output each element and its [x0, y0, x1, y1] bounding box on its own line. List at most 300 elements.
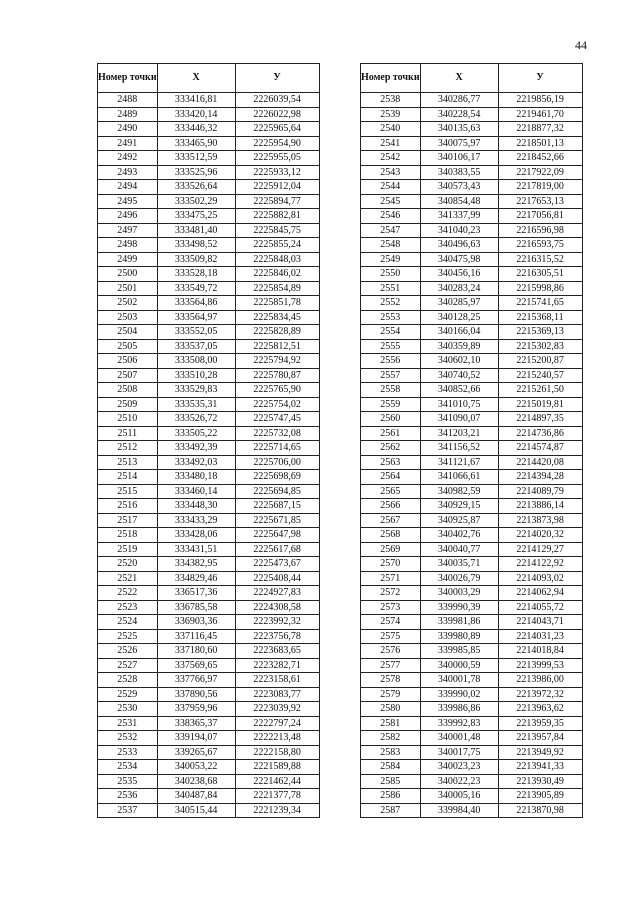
table-row — [98, 426, 320, 441]
y-coordinate-cell: 2214018,84 — [498, 644, 582, 659]
y-coordinate-cell: 2213949,92 — [498, 745, 582, 760]
y-coordinate-cell: 2225747,45 — [235, 412, 319, 427]
x-coordinate-cell: 333564,97 — [157, 310, 235, 325]
y-coordinate-cell: 2223083,77 — [235, 687, 319, 702]
point-number-cell: 2584 — [361, 760, 421, 775]
table-row — [361, 325, 583, 340]
point-number-cell: 2518 — [98, 528, 158, 543]
x-coordinate-cell: 339265,67 — [157, 745, 235, 760]
table-row — [361, 354, 583, 369]
y-coordinate-cell: 2225848,03 — [235, 252, 319, 267]
y-coordinate-cell: 2225687,15 — [235, 499, 319, 514]
table-row — [361, 716, 583, 731]
y-coordinate-cell: 2213963,62 — [498, 702, 582, 717]
table-row — [98, 571, 320, 586]
y-coordinate-cell: 2215302,83 — [498, 339, 582, 354]
point-number-cell: 2559 — [361, 397, 421, 412]
x-coordinate-cell: 340003,29 — [420, 586, 498, 601]
table-row — [361, 528, 583, 543]
point-number-cell: 2583 — [361, 745, 421, 760]
y-coordinate-cell: 2225851,78 — [235, 296, 319, 311]
y-coordinate-cell: 2225828,89 — [235, 325, 319, 340]
table-row — [98, 194, 320, 209]
point-number-cell: 2565 — [361, 484, 421, 499]
x-coordinate-cell: 340135,63 — [420, 122, 498, 137]
y-coordinate-cell: 2225473,67 — [235, 557, 319, 572]
x-coordinate-cell: 340487,84 — [157, 789, 235, 804]
table-row — [98, 180, 320, 195]
y-coordinate-cell: 2213886,14 — [498, 499, 582, 514]
table-row — [361, 397, 583, 412]
y-coordinate-cell: 2215200,87 — [498, 354, 582, 369]
point-number-cell: 2505 — [98, 339, 158, 354]
table-row — [361, 107, 583, 122]
y-coordinate-cell: 2223282,71 — [235, 658, 319, 673]
x-coordinate-cell: 336785,58 — [157, 600, 235, 615]
point-number-cell: 2554 — [361, 325, 421, 340]
y-coordinate-cell: 2225912,04 — [235, 180, 319, 195]
y-coordinate-cell: 2225794,92 — [235, 354, 319, 369]
table-row — [361, 600, 583, 615]
y-coordinate-cell: 2225671,85 — [235, 513, 319, 528]
point-number-cell: 2570 — [361, 557, 421, 572]
x-coordinate-cell: 340040,77 — [420, 542, 498, 557]
point-number-cell: 2511 — [98, 426, 158, 441]
y-coordinate-cell: 2225834,45 — [235, 310, 319, 325]
x-coordinate-cell: 341040,23 — [420, 223, 498, 238]
point-number-cell: 2534 — [98, 760, 158, 775]
point-number-cell: 2557 — [361, 368, 421, 383]
x-coordinate-cell: 341090,07 — [420, 412, 498, 427]
x-coordinate-cell: 340017,75 — [420, 745, 498, 760]
table-row — [98, 716, 320, 731]
column-header-point: Номер точки — [98, 64, 158, 93]
point-number-cell: 2488 — [98, 93, 158, 108]
table-row — [98, 470, 320, 485]
y-coordinate-cell: 2215369,13 — [498, 325, 582, 340]
y-coordinate-cell: 2218452,66 — [498, 151, 582, 166]
y-coordinate-cell: 2214394,28 — [498, 470, 582, 485]
y-coordinate-cell: 2217922,09 — [498, 165, 582, 180]
column-header-x: X — [157, 64, 235, 93]
y-coordinate-cell: 2216596,98 — [498, 223, 582, 238]
y-coordinate-cell: 2213873,98 — [498, 513, 582, 528]
x-coordinate-cell: 340602,10 — [420, 354, 498, 369]
y-coordinate-cell: 2214093,02 — [498, 571, 582, 586]
y-coordinate-cell: 2223158,61 — [235, 673, 319, 688]
point-number-cell: 2579 — [361, 687, 421, 702]
x-coordinate-cell: 339981,86 — [420, 615, 498, 630]
y-coordinate-cell: 2225933,12 — [235, 165, 319, 180]
point-number-cell: 2519 — [98, 542, 158, 557]
table-row — [361, 93, 583, 108]
table-row — [361, 426, 583, 441]
table-row — [361, 542, 583, 557]
x-coordinate-cell: 333428,06 — [157, 528, 235, 543]
point-number-cell: 2550 — [361, 267, 421, 282]
column-header-point: Номер точки — [361, 64, 421, 93]
point-number-cell: 2568 — [361, 528, 421, 543]
table-row — [361, 745, 583, 760]
x-coordinate-cell: 340573,43 — [420, 180, 498, 195]
point-number-cell: 2523 — [98, 600, 158, 615]
table-row — [98, 513, 320, 528]
column-header-y: У — [498, 64, 582, 93]
x-coordinate-cell: 333498,52 — [157, 238, 235, 253]
point-number-cell: 2501 — [98, 281, 158, 296]
table-row — [98, 267, 320, 282]
point-number-cell: 2540 — [361, 122, 421, 137]
y-coordinate-cell: 2213959,35 — [498, 716, 582, 731]
table-row — [361, 731, 583, 746]
table-row — [98, 412, 320, 427]
table-row — [361, 615, 583, 630]
x-coordinate-cell: 340925,87 — [420, 513, 498, 528]
x-coordinate-cell: 333416,81 — [157, 93, 235, 108]
y-coordinate-cell: 2215368,11 — [498, 310, 582, 325]
point-number-cell: 2529 — [98, 687, 158, 702]
point-number-cell: 2538 — [361, 93, 421, 108]
y-coordinate-cell: 2221377,78 — [235, 789, 319, 804]
point-number-cell: 2578 — [361, 673, 421, 688]
point-number-cell: 2573 — [361, 600, 421, 615]
y-coordinate-cell: 2213986,00 — [498, 673, 582, 688]
y-coordinate-cell: 2214089,79 — [498, 484, 582, 499]
y-coordinate-cell: 2221462,44 — [235, 774, 319, 789]
column-header-x: X — [420, 64, 498, 93]
point-number-cell: 2494 — [98, 180, 158, 195]
point-number-cell: 2537 — [98, 803, 158, 818]
table-row — [98, 122, 320, 137]
y-coordinate-cell: 2225754,02 — [235, 397, 319, 412]
x-coordinate-cell: 340383,55 — [420, 165, 498, 180]
x-coordinate-cell: 340001,78 — [420, 673, 498, 688]
table-row — [361, 702, 583, 717]
table-row — [98, 310, 320, 325]
x-coordinate-cell: 333526,64 — [157, 180, 235, 195]
point-number-cell: 2546 — [361, 209, 421, 224]
x-coordinate-cell: 333537,05 — [157, 339, 235, 354]
point-number-cell: 2580 — [361, 702, 421, 717]
table-row — [98, 542, 320, 557]
point-number-cell: 2499 — [98, 252, 158, 267]
point-number-cell: 2575 — [361, 629, 421, 644]
point-number-cell: 2535 — [98, 774, 158, 789]
x-coordinate-cell: 333529,83 — [157, 383, 235, 398]
point-number-cell: 2527 — [98, 658, 158, 673]
table-header-row — [361, 64, 583, 93]
point-number-cell: 2513 — [98, 455, 158, 470]
x-coordinate-cell: 337959,96 — [157, 702, 235, 717]
x-coordinate-cell: 340456,16 — [420, 267, 498, 282]
y-coordinate-cell: 2225955,05 — [235, 151, 319, 166]
point-number-cell: 2533 — [98, 745, 158, 760]
point-number-cell: 2500 — [98, 267, 158, 282]
point-number-cell: 2566 — [361, 499, 421, 514]
table-row — [361, 383, 583, 398]
point-number-cell: 2506 — [98, 354, 158, 369]
point-number-cell: 2492 — [98, 151, 158, 166]
y-coordinate-cell: 2216593,75 — [498, 238, 582, 253]
x-coordinate-cell: 337116,45 — [157, 629, 235, 644]
y-coordinate-cell: 2225812,51 — [235, 339, 319, 354]
point-number-cell: 2536 — [98, 789, 158, 804]
x-coordinate-cell: 339990,39 — [420, 600, 498, 615]
table-row — [98, 136, 320, 151]
x-coordinate-cell: 340075,97 — [420, 136, 498, 151]
point-number-cell: 2515 — [98, 484, 158, 499]
point-number-cell: 2585 — [361, 774, 421, 789]
table-row — [361, 673, 583, 688]
x-coordinate-cell: 333420,14 — [157, 107, 235, 122]
y-coordinate-cell: 2219856,19 — [498, 93, 582, 108]
y-coordinate-cell: 2225647,98 — [235, 528, 319, 543]
table-row — [361, 586, 583, 601]
x-coordinate-cell: 340359,89 — [420, 339, 498, 354]
x-coordinate-cell: 333509,82 — [157, 252, 235, 267]
y-coordinate-cell: 2213930,49 — [498, 774, 582, 789]
y-coordinate-cell: 2223992,32 — [235, 615, 319, 630]
table-row — [361, 803, 583, 818]
x-coordinate-cell: 340026,79 — [420, 571, 498, 586]
x-coordinate-cell: 333448,30 — [157, 499, 235, 514]
x-coordinate-cell: 333564,86 — [157, 296, 235, 311]
table-row — [98, 644, 320, 659]
y-coordinate-cell: 2214020,32 — [498, 528, 582, 543]
point-number-cell: 2561 — [361, 426, 421, 441]
point-number-cell: 2525 — [98, 629, 158, 644]
point-number-cell: 2545 — [361, 194, 421, 209]
x-coordinate-cell: 333431,51 — [157, 542, 235, 557]
x-coordinate-cell: 337890,56 — [157, 687, 235, 702]
y-coordinate-cell: 2225694,85 — [235, 484, 319, 499]
x-coordinate-cell: 337180,60 — [157, 644, 235, 659]
x-coordinate-cell: 339194,07 — [157, 731, 235, 746]
table-row — [98, 151, 320, 166]
table-row — [98, 745, 320, 760]
x-coordinate-cell: 340106,17 — [420, 151, 498, 166]
table-row — [98, 209, 320, 224]
table-row — [361, 165, 583, 180]
x-coordinate-cell: 340496,63 — [420, 238, 498, 253]
x-coordinate-cell: 340001,48 — [420, 731, 498, 746]
x-coordinate-cell: 337766,97 — [157, 673, 235, 688]
table-row — [98, 93, 320, 108]
point-number-cell: 2489 — [98, 107, 158, 122]
x-coordinate-cell: 333525,96 — [157, 165, 235, 180]
table-row — [98, 658, 320, 673]
table-row — [98, 441, 320, 456]
table-row — [361, 470, 583, 485]
point-number-cell: 2502 — [98, 296, 158, 311]
x-coordinate-cell: 333475,25 — [157, 209, 235, 224]
table-row — [98, 702, 320, 717]
point-number-cell: 2582 — [361, 731, 421, 746]
table-row — [98, 803, 320, 818]
point-number-cell: 2539 — [361, 107, 421, 122]
y-coordinate-cell: 2226039,54 — [235, 93, 319, 108]
x-coordinate-cell: 338365,37 — [157, 716, 235, 731]
table-row — [98, 615, 320, 630]
table-row — [361, 499, 583, 514]
x-coordinate-cell: 333512,59 — [157, 151, 235, 166]
x-coordinate-cell: 340128,25 — [420, 310, 498, 325]
point-number-cell: 2522 — [98, 586, 158, 601]
point-number-cell: 2577 — [361, 658, 421, 673]
x-coordinate-cell: 339980,89 — [420, 629, 498, 644]
x-coordinate-cell: 340740,52 — [420, 368, 498, 383]
y-coordinate-cell: 2217653,13 — [498, 194, 582, 209]
table-row — [361, 296, 583, 311]
y-coordinate-cell: 2225408,44 — [235, 571, 319, 586]
y-coordinate-cell: 2223683,65 — [235, 644, 319, 659]
point-number-cell: 2496 — [98, 209, 158, 224]
x-coordinate-cell: 340000,59 — [420, 658, 498, 673]
y-coordinate-cell: 2214055,72 — [498, 600, 582, 615]
x-coordinate-cell: 340035,71 — [420, 557, 498, 572]
page-number: 44 — [575, 38, 587, 52]
x-coordinate-cell: 337569,65 — [157, 658, 235, 673]
x-coordinate-cell: 341337,99 — [420, 209, 498, 224]
x-coordinate-cell: 340022,23 — [420, 774, 498, 789]
x-coordinate-cell: 341203,21 — [420, 426, 498, 441]
table-row — [98, 731, 320, 746]
point-number-cell: 2521 — [98, 571, 158, 586]
table-row — [98, 383, 320, 398]
y-coordinate-cell: 2218501,13 — [498, 136, 582, 151]
y-coordinate-cell: 2225894,77 — [235, 194, 319, 209]
table-row — [98, 557, 320, 572]
x-coordinate-cell: 333552,05 — [157, 325, 235, 340]
table-row — [361, 441, 583, 456]
table-row — [361, 136, 583, 151]
x-coordinate-cell: 339985,85 — [420, 644, 498, 659]
x-coordinate-cell: 340023,23 — [420, 760, 498, 775]
y-coordinate-cell: 2219461,70 — [498, 107, 582, 122]
point-number-cell: 2497 — [98, 223, 158, 238]
x-coordinate-cell: 336517,36 — [157, 586, 235, 601]
y-coordinate-cell: 2225780,87 — [235, 368, 319, 383]
point-number-cell: 2528 — [98, 673, 158, 688]
table-row — [361, 644, 583, 659]
y-coordinate-cell: 2214043,71 — [498, 615, 582, 630]
x-coordinate-cell: 333465,90 — [157, 136, 235, 151]
point-number-cell: 2552 — [361, 296, 421, 311]
point-number-cell: 2569 — [361, 542, 421, 557]
table-row — [98, 281, 320, 296]
point-number-cell: 2520 — [98, 557, 158, 572]
table-row — [361, 339, 583, 354]
x-coordinate-cell: 340929,15 — [420, 499, 498, 514]
table-row — [361, 789, 583, 804]
y-coordinate-cell: 2215741,65 — [498, 296, 582, 311]
column-header-y: У — [235, 64, 319, 93]
point-number-cell: 2490 — [98, 122, 158, 137]
table-row — [98, 223, 320, 238]
point-number-cell: 2493 — [98, 165, 158, 180]
x-coordinate-cell: 333480,18 — [157, 470, 235, 485]
table-row — [98, 165, 320, 180]
x-coordinate-cell: 339990,02 — [420, 687, 498, 702]
point-number-cell: 2560 — [361, 412, 421, 427]
y-coordinate-cell: 2213870,98 — [498, 803, 582, 818]
y-coordinate-cell: 2222797,24 — [235, 716, 319, 731]
table-row — [98, 528, 320, 543]
y-coordinate-cell: 2214897,35 — [498, 412, 582, 427]
x-coordinate-cell: 333535,31 — [157, 397, 235, 412]
x-coordinate-cell: 340005,16 — [420, 789, 498, 804]
point-number-cell: 2562 — [361, 441, 421, 456]
x-coordinate-cell: 333502,29 — [157, 194, 235, 209]
table-row — [98, 789, 320, 804]
point-number-cell: 2507 — [98, 368, 158, 383]
point-number-cell: 2563 — [361, 455, 421, 470]
y-coordinate-cell: 2222158,80 — [235, 745, 319, 760]
x-coordinate-cell: 333549,72 — [157, 281, 235, 296]
x-coordinate-cell: 340285,97 — [420, 296, 498, 311]
point-number-cell: 2553 — [361, 310, 421, 325]
x-coordinate-cell: 340238,68 — [157, 774, 235, 789]
y-coordinate-cell: 2217819,00 — [498, 180, 582, 195]
table-row — [361, 484, 583, 499]
x-coordinate-cell: 340283,24 — [420, 281, 498, 296]
point-number-cell: 2572 — [361, 586, 421, 601]
x-coordinate-cell: 340852,66 — [420, 383, 498, 398]
x-coordinate-cell: 340166,04 — [420, 325, 498, 340]
point-number-cell: 2512 — [98, 441, 158, 456]
x-coordinate-cell: 341156,52 — [420, 441, 498, 456]
table-row — [98, 296, 320, 311]
table-row — [98, 484, 320, 499]
table-row — [361, 194, 583, 209]
table-row — [361, 310, 583, 325]
y-coordinate-cell: 2214574,87 — [498, 441, 582, 456]
point-number-cell: 2503 — [98, 310, 158, 325]
point-number-cell: 2558 — [361, 383, 421, 398]
y-coordinate-cell: 2221239,34 — [235, 803, 319, 818]
y-coordinate-cell: 2225854,89 — [235, 281, 319, 296]
point-number-cell: 2516 — [98, 499, 158, 514]
x-coordinate-cell: 340053,22 — [157, 760, 235, 775]
y-coordinate-cell: 2214129,27 — [498, 542, 582, 557]
table-row — [361, 687, 583, 702]
y-coordinate-cell: 2226022,98 — [235, 107, 319, 122]
x-coordinate-cell: 339986,86 — [420, 702, 498, 717]
y-coordinate-cell: 2225846,02 — [235, 267, 319, 282]
table-row — [361, 223, 583, 238]
x-coordinate-cell: 341010,75 — [420, 397, 498, 412]
table-row — [361, 658, 583, 673]
table-header-row — [98, 64, 320, 93]
point-number-cell: 2586 — [361, 789, 421, 804]
table-row — [98, 252, 320, 267]
x-coordinate-cell: 340402,76 — [420, 528, 498, 543]
table-row — [361, 122, 583, 137]
point-number-cell: 2531 — [98, 716, 158, 731]
y-coordinate-cell: 2225714,65 — [235, 441, 319, 456]
table-row — [361, 267, 583, 282]
point-number-cell: 2576 — [361, 644, 421, 659]
point-number-cell: 2581 — [361, 716, 421, 731]
x-coordinate-cell: 340982,59 — [420, 484, 498, 499]
table-row — [98, 774, 320, 789]
x-coordinate-cell: 341121,67 — [420, 455, 498, 470]
x-coordinate-cell: 339992,83 — [420, 716, 498, 731]
x-coordinate-cell: 333433,29 — [157, 513, 235, 528]
x-coordinate-cell: 340515,44 — [157, 803, 235, 818]
point-number-cell: 2564 — [361, 470, 421, 485]
x-coordinate-cell: 333460,14 — [157, 484, 235, 499]
